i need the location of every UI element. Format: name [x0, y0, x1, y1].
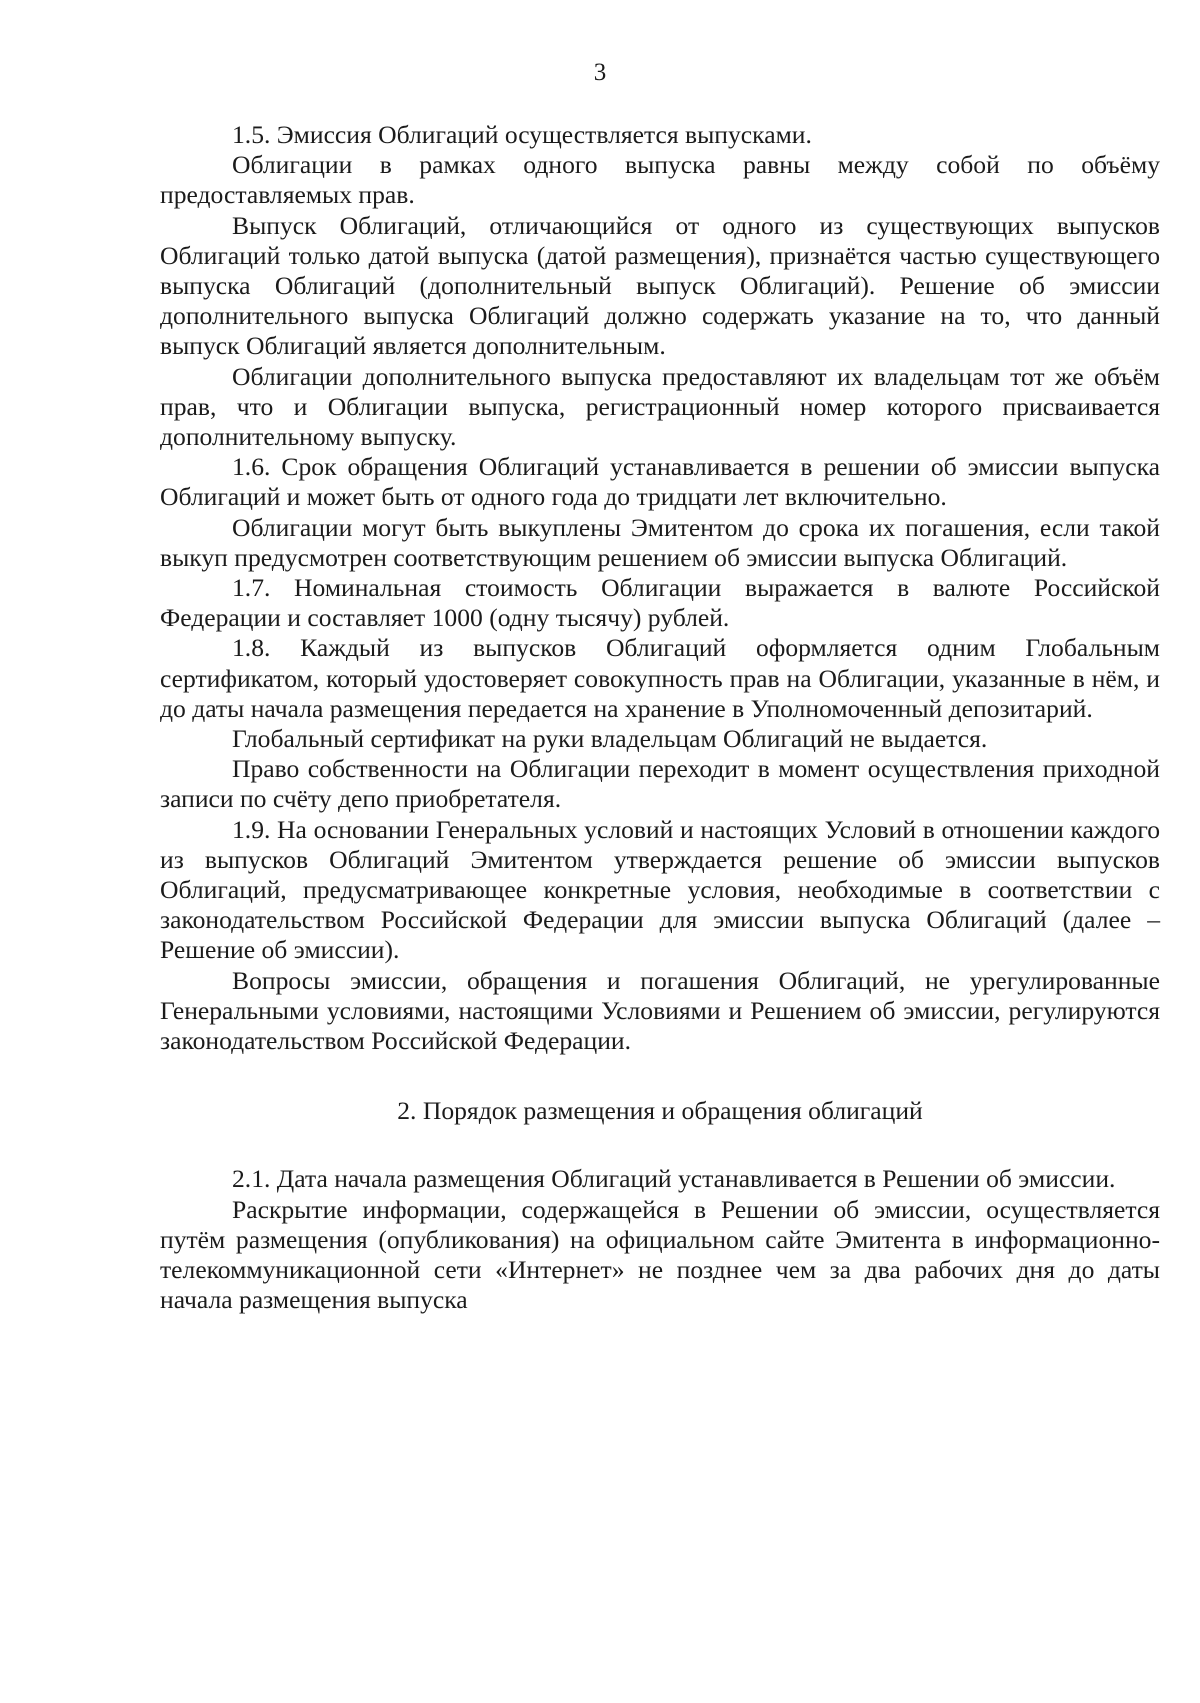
document-body — [160, 120, 1160, 1315]
paragraph-1-9: 1.9. На основании Генеральных условий и настоящих Условий в отношении каждого из выпусков Облигаций Эмитентом утверждается решение об эмиссии выпусков Облигаций, предусматривающее конкретные условия, необходимые в соответствии с законодательством Российской Федерации для эмиссии выпуска Облигаций (далее – Решение об эмиссии). — [160, 814, 1160, 965]
paragraph-buyback: Облигации могут быть выкуплены Эмитентом до срока их погашения, если такой выкуп предусмотрен соответствующим решением об эмиссии выпуска Облигаций. — [160, 512, 1160, 572]
paragraph-1-5: 1.5. Эмиссия Облигаций осуществляется выпусками. — [232, 120, 812, 149]
paragraph-2-1: 2.1. Дата начала размещения Облигаций устанавливается в Решении об эмиссии. — [232, 1164, 1116, 1194]
paragraph-disclosure: Раскрытие информации, содержащейся в Решении об эмиссии, осуществляется путём размещения (опубликования) на официальном сайте Эмитента в информационно-телекоммуникационной сети «Интернет» не позднее чем за два рабочих дня до даты начала размещения выпуска — [160, 1194, 1160, 1315]
paragraph-bonds-equal-rights: Облигации в рамках одного выпуска равны между собой по объёму предоставляемых прав. — [160, 150, 1160, 210]
paragraph-ownership-transfer: Право собственности на Облигации переходит в момент осуществления приходной записи по счёту депо приобретателя. — [160, 754, 1160, 814]
paragraph-1-8: 1.8. Каждый из выпусков Облигаций оформляется одним Глобальным сертификатом, который удостоверяет совокупность прав на Облигации, указанные в нём, и до даты начала размещения передается на хранение в Уполномоченный депозитарий. — [160, 633, 1160, 723]
paragraph-additional-issue: Выпуск Облигаций, отличающийся от одного из существующих выпусков Облигаций только датой выпуска (датой размещения), признаётся частью существующего выпуска Облигаций (дополнительный выпуск Облигаций). Решение об эмиссии дополнительного выпуска Облигаций должно содержать указание на то, что данный выпуск Облигаций является дополнительным. — [160, 210, 1160, 361]
paragraph-certificate-not-issued: Глобальный сертификат на руки владельцам Облигаций не выдается. — [232, 724, 988, 754]
paragraph-additional-issue-rights: Облигации дополнительного выпуска предоставляют их владельцам тот же объём прав, что и Облигации выпуска, регистрационный номер которого присваивается дополнительному выпуску. — [160, 361, 1160, 452]
paragraph-regulation: Вопросы эмиссии, обращения и погашения Облигаций, не урегулированные Генеральными условиями, настоящими Условиями и Решением об эмиссии, регулируются законодательством Российской Федерации. — [160, 965, 1160, 1056]
page-number: 3 — [593, 59, 607, 86]
paragraph-1-6: 1.6. Срок обращения Облигаций устанавливается в решении об эмиссии выпуска Облигаций и может быть от одного года до тридцати лет включительно. — [160, 452, 1160, 512]
section-2-heading: 2. Порядок размещения и обращения облигаций — [397, 1096, 923, 1126]
paragraph-1-7: 1.7. Номинальная стоимость Облигации выражается в валюте Российской Федерации и составляет 1000 (одну тысячу) рублей. — [160, 573, 1160, 633]
